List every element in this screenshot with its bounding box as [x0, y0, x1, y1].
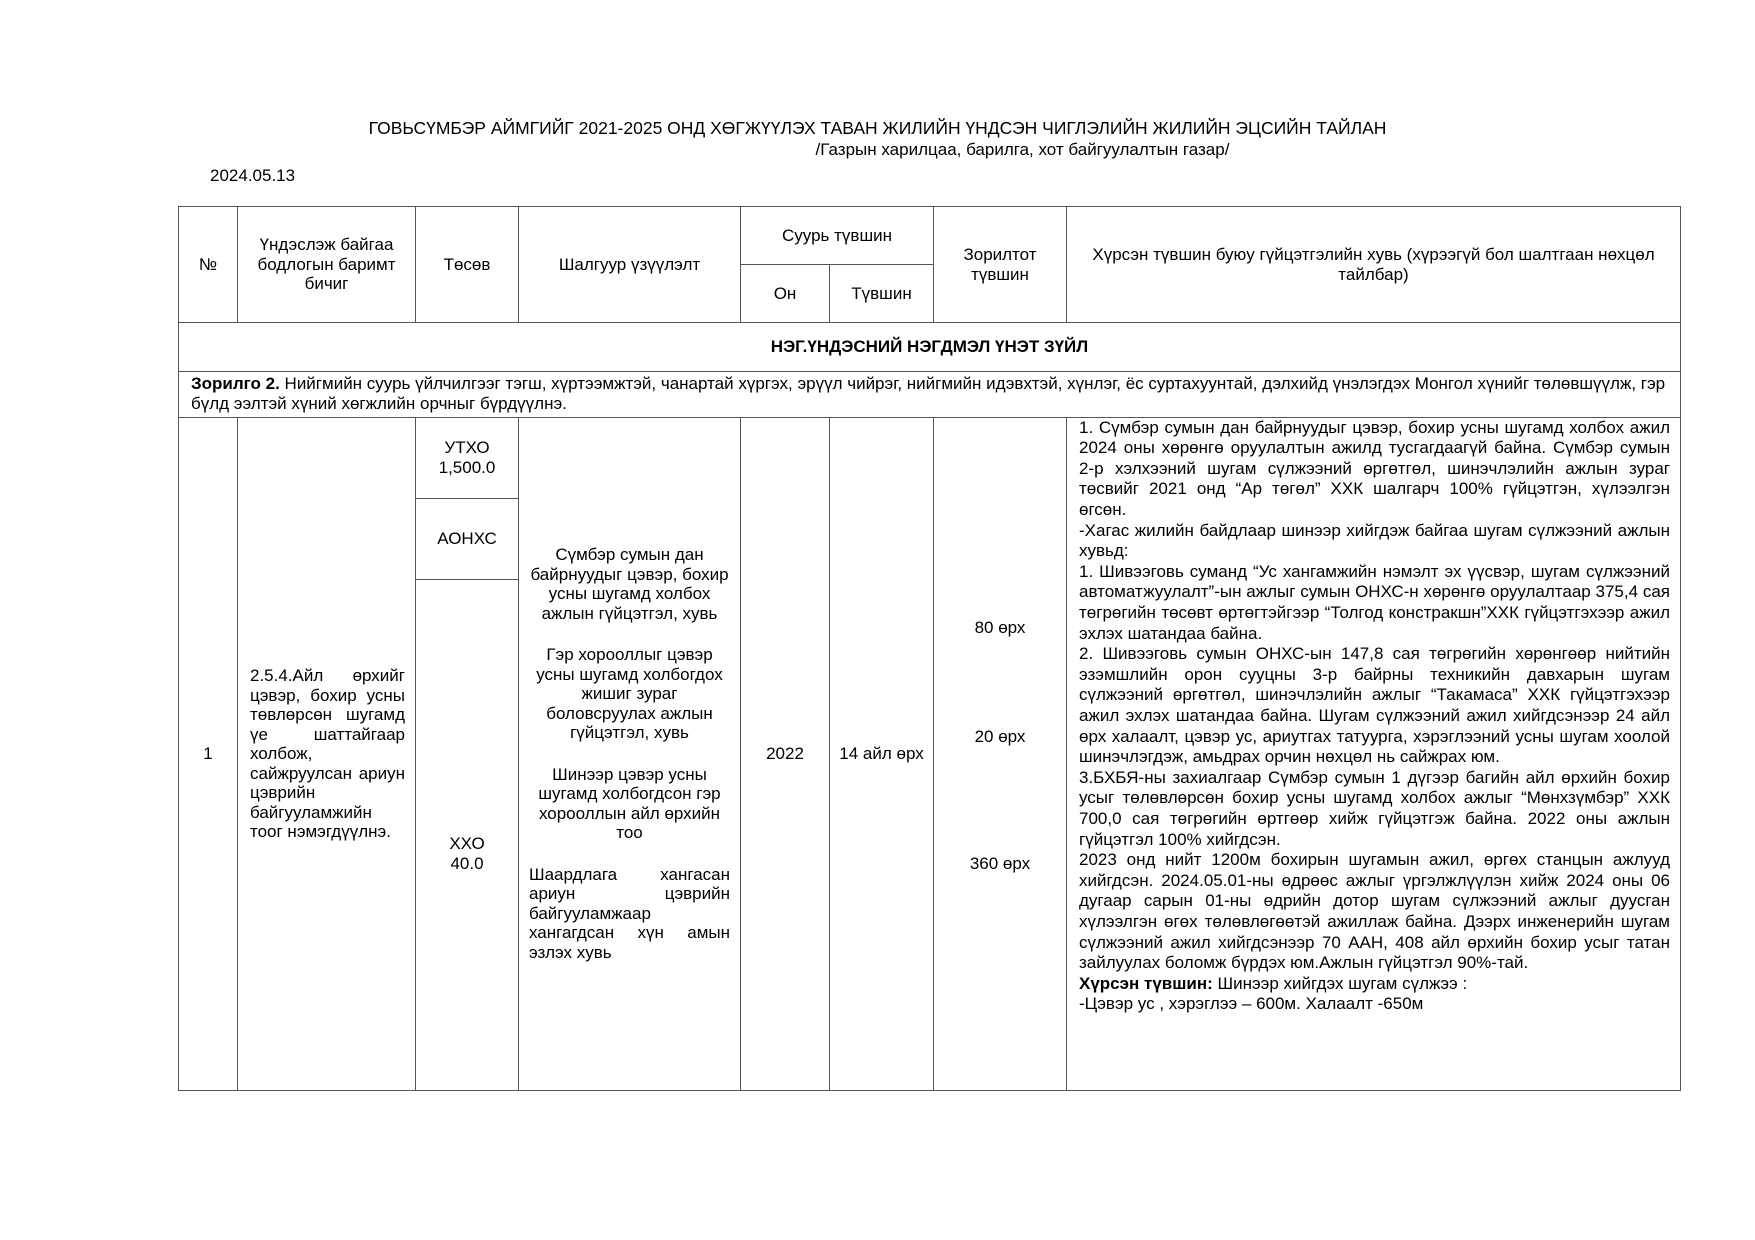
report-table [178, 206, 1681, 1091]
report-title: ГОВЬСҮМБЭР АЙМГИЙГ 2021-2025 ОНД ХӨГЖҮҮЛЭХ ТАВАН ЖИЛИЙН ҮНДСЭН ЧИГЛЭЛИЙН ЖИЛИЙН ЭЦСИЙН ТАЙЛАН [368, 118, 1387, 138]
row-number: 1 [179, 417, 238, 1090]
target-3: 360 өрх [969, 853, 1031, 873]
policy-basis: 2.5.4.Айл өрхийг цэвэр, бохир усны төвлөрсөн шугамд үе шаттайгаар холбож, сайжруулсан ариун цэврийн байгууламжийн тоог нэмэгдүүлнэ. [238, 417, 416, 1090]
achieved-line [1079, 974, 1670, 995]
budget-source-2-name: АОНХС [437, 528, 497, 548]
col-header-target: Зорилтот түвшин [934, 207, 1067, 323]
budget-cell [416, 417, 519, 1090]
budget-source-1-amount: 1,500.0 [438, 457, 496, 477]
report-subtitle: /Газрын харилцаа, барилга, хот байгуулалтын газар/ [815, 140, 1230, 159]
baseline-level: 14 айл өрх [830, 417, 934, 1090]
col-header-progress: Хүрсэн түвшин буюу гүйцэтгэлийн хувь (хүрээгүй бол шалтгаан нөхцөл тайлбар) [1067, 207, 1681, 323]
col-header-basis: Үндэслэж байгаа бодлогын баримт бичиг [238, 207, 416, 323]
goal-text: Нийгмийн суурь үйлчилгээг тэгш, хүртээмжтэй, чанартай хүргэх, эрүүл чийрэг, нийгмийн идэвхтэй, хүнлэг, ёс суртахуунтай, дэлхийд үнэлэгдэх Монгол хүнийг төлөвшүүлж, гэр бүлд ээлтэй хүний хөгжлийн орчныг бүрдүүлнэ. [191, 373, 1666, 413]
col-header-baseline-level: Түвшин [830, 265, 934, 323]
col-header-baseline-year: Он [741, 265, 830, 323]
criteria-cell [519, 417, 741, 1090]
report-date: 2024.05.13 [210, 166, 296, 185]
indicator-2: Гэр хорооллыг цэвэр усны шугамд холбогдох жишиг зураг боловсруулах ажлын гүйцэтгэл, хувь [536, 645, 723, 743]
progress-last-line: -Цэвэр ус , хэрэглээ – 600м. Халаалт -650м [1079, 994, 1424, 1014]
indicator-4: Шаардлага хангасан ариун цэврийн байгууламжаар хангагдсан хүн амын эзлэх хувь [529, 864, 730, 962]
section-title: НЭГ.ҮНДЭСНИЙ НЭГДМЭЛ ҮНЭТ ЗҮЙЛ [179, 323, 1681, 371]
budget-source-2 [416, 499, 518, 580]
progress-paragraph: 1. Шивээговь суманд “Ус хангамжийн нэмэлт эх үүсвэр, шугам сүлжээний автоматжуулалт”-ын ажлыг сумын ОНХС-н хөрөнгө оруулалтаар 375,4 сая төгрөгийн төсөвт өртөгтэйгээр “Толгод констракшн”ХХК гүйцэтгэхээр ажил эхлэх шатандаа байна. [1079, 561, 1670, 643]
baseline-year: 2022 [741, 417, 830, 1090]
progress-paragraph: -Хагас жилийн байдлаар шинээр хийгдэж байгаа шугам сүлжээний ажлын хувьд: [1079, 520, 1670, 561]
goal-row [179, 371, 1681, 417]
target-1: 80 өрх [974, 617, 1026, 637]
target-cell [934, 417, 1067, 1090]
target-2: 20 өрх [974, 726, 1026, 746]
budget-source-1 [416, 418, 518, 499]
budget-source-1-name: УТХО [444, 438, 490, 458]
col-header-criteria: Шалгуур үзүүлэлт [519, 207, 741, 323]
col-header-no: № [179, 207, 238, 323]
progress-paragraph: 3.БХБЯ-ны захиалгаар Сүмбэр сумын 1 дүгээр багийн айл өрхийн бохир усыг төлөвлөрсөн бохир усны шугамд холбох ажлыг “Мөнхзүмбэр” ХХК 700,0 сая төгрөгийн өртгөөр хийж гүйцэтгэж байна. 2022 оны ажлын гүйцэтгэл 100% хийгдсэн. [1079, 767, 1670, 849]
goal-label: Зорилго 2. [191, 373, 280, 393]
progress-paragraph: 2023 онд нийт 1200м бохирын шугамын ажил, өргөх станцын ажлууд хийгдсэн. 2024.05.01-ны өдрөөс ажлыг үргэлжлүүлэн хийж 2024 оны 06 дугаар сарын 01-ны өдрийн дотор шугам сүлжээний ажлыг дуусган хүлээлгэн өгөх төлөвлөгөөтэй ажиллаж байна. Дээрх инженерийн шугам сүлжээний ажил хийгдсэнээр 70 ААН, 408 айл өрхийн бохир усыг татан зайлуулах боломж бүрдэх юм.Ажлын гүйцэтгэл 90%-тай. [1079, 850, 1670, 973]
budget-source-3-name: ХХО [449, 834, 485, 854]
progress-paragraph: 2. Шивээговь сумын ОНХС-ын 147,8 сая төгрөгийн хөрөнгөөр нийтийн эзэмшлийн орон сууцны 3-р байрны техникийн давхарын шугам сүлжээний өргөтгөл, шинэчлэлийн ажлыг “Такамаса” ХХК гүйцэтгэхээр ажил эхлэх шатандаа байна. Шугам сүлжээний ажил хийгдсэнээр 24 айл өрх халаалт, цэвэр ус, ариутгах татуурга, хэрэглээний усны шугам хоолой шинэчлэгдэж, амьдрах орчин нөхцөл нь сайжрах юм. [1079, 644, 1670, 767]
progress-paragraph: 1. Сүмбэр сумын дан байрнуудыг цэвэр, бохир усны шугамд холбох ажил 2024 оны хөрөнгө оруулалтын ажилд тусгагдаагүй байна. Сүмбэр сумын 2-р хэлхээний шугам сүлжээний өргөтгөл, шинэчлэлийн ажлын зураг төсвийг 2021 онд “Ар төгөл” ХХК шалгарч 100% гүйцэтгэн, хүлээлгэн өгсөн. [1079, 417, 1670, 520]
achieved-label: Хүрсэн түвшин: [1079, 973, 1213, 993]
budget-source-3 [416, 580, 518, 1088]
col-header-baseline: Суурь түвшин [741, 207, 934, 265]
col-header-budget: Төсөв [416, 207, 519, 323]
achieved-text: Шинээр хийгдэх шугам сүлжээ : [1212, 973, 1468, 993]
indicator-3: Шинээр цэвэр усны шугамд холбогдсон гэр хорооллын айл өрхийн тоо [538, 764, 721, 843]
indicator-1: Сүмбэр сумын дан байрнуудыг цэвэр, бохир усны шугамд холбох ажлын гүйцэтгэл, хувь [530, 545, 729, 623]
progress-cell [1067, 417, 1681, 1090]
budget-source-3-amount: 40.0 [450, 853, 484, 873]
